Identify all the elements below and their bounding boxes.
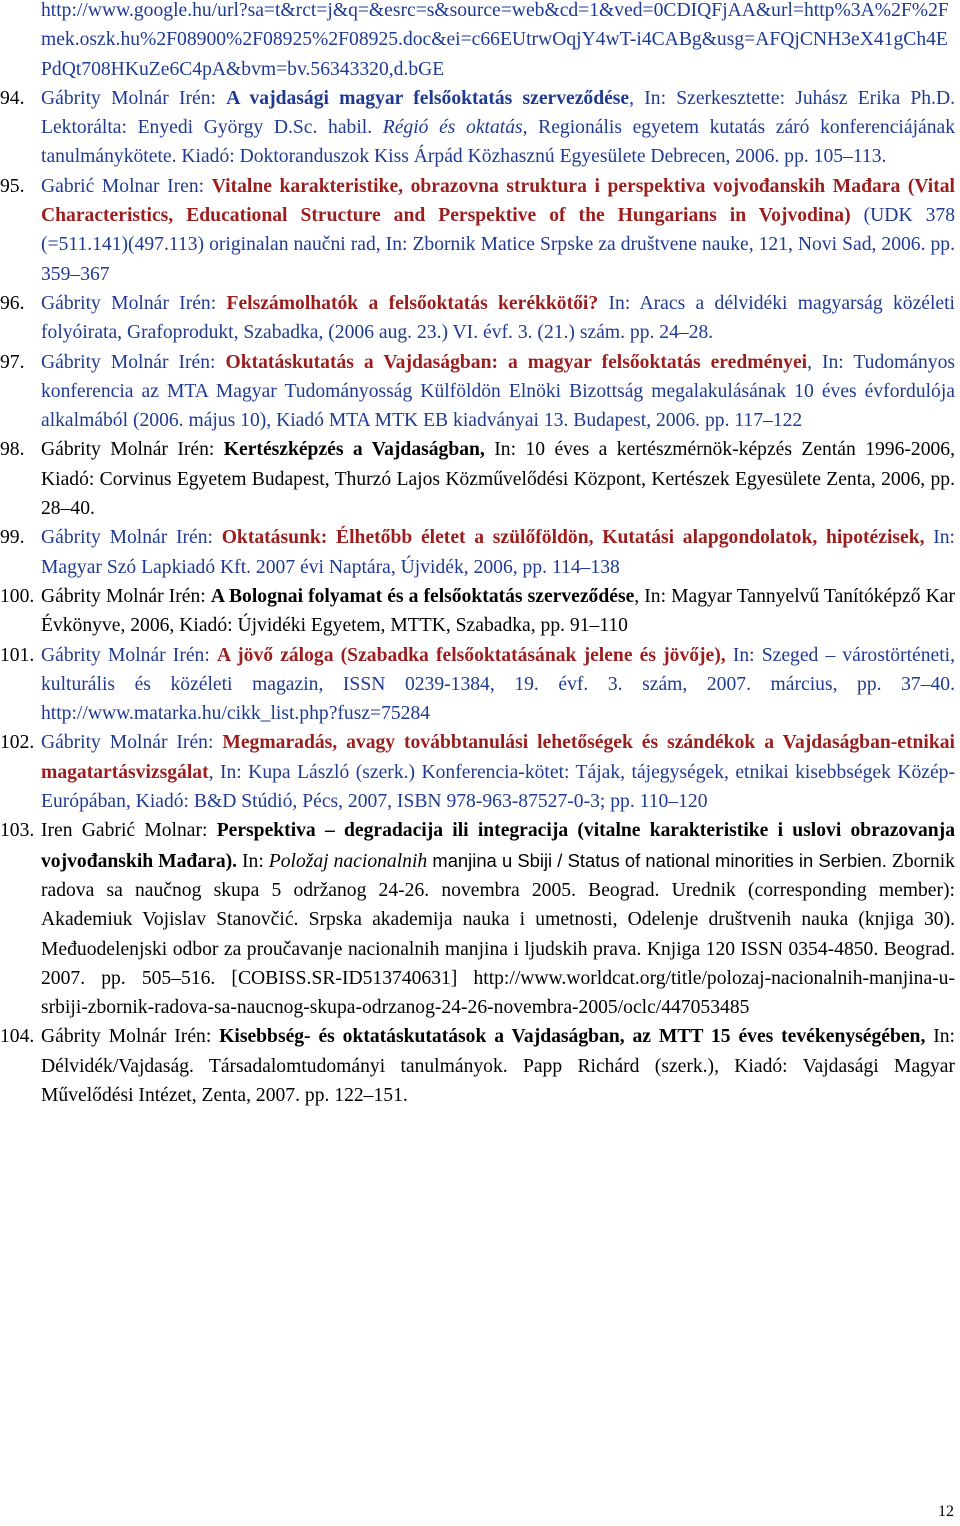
citation-details: , In: Magyar Tannyelvű Tanítóképző Kar Évkönyve, 2006, Kiadó: Újvidéki Egyetem, MTTK, Szabadka, pp. 91–110 <box>41 585 955 637</box>
item-number: 104. <box>0 1026 35 1048</box>
separator: : <box>210 87 227 109</box>
list-item <box>0 172 955 289</box>
item-number: 102. <box>0 732 35 754</box>
list-item <box>0 84 956 172</box>
citation-details: , In: Szerkesztette: Juhász Erika Ph.D. Lektorálta: Enyedi György D.Sc. habil. <box>41 87 956 139</box>
book-subtitle: manjina u Sbiji / Status of national minorities in Serbien. <box>427 849 887 871</box>
citation-details: Zbornik radova sa naučnog skupa 5 održanog 24-26. novembra 2005. Beograd. Urednik (corresponding member): Akademiuk Vojislav Stanovčić. Srpska akademija nauka i umetnosti, Odelenje društvenih nauka (knjiga 30). Međuodelenjski odbor za proučavanje nacionalnih manjina i ljudskih prava. Knjiga 120 ISSN 0354-4850. Beograd. 2007. pp. 505–516. [COBISS.SR-ID513740631] http://www.worldcat.org/title/polozaj-nacionalnih-manjina-u-srbiji-zbornik-radova-sa-naucnog-skupa-odrzanog-24-26-novembra-2005/oclc/447053485 <box>41 850 955 1019</box>
item-number: 96. <box>0 292 25 314</box>
citation-details: (UDK 378 (=511.141)(497.113) originalan naučni rad, In: Zbornik Matice Srpske za društvene nauke, 121, Novi Sad, 2006. pp. 359–367 <box>41 205 955 285</box>
author: Gábrity Molnár Irén: <box>41 439 224 461</box>
list-item <box>0 1022 955 1110</box>
list-item <box>0 582 955 641</box>
citation-details: , In: Tudományos konferencia az MTA Magyar Tudományosság Külföldön Elnöki Bizottság megalakulásának 10 éves évfordulója alkalmából (2006. május 10), Kiadó MTA MTK EB kiadványai 13. Budapest, 2006. pp. 117–122 <box>41 351 955 432</box>
citation-details: , Regionális egyetem kutatás záró konferenciájának tanulmánykötete. Kiadó: Doktoranduszok Kiss Árpád Közhasznú Egyesülete Debrecen, 2006. pp. 105–113. <box>41 117 955 168</box>
title: Kertészképzés a Vajdaságban, <box>223 439 485 461</box>
source-url[interactable]: http://www.google.hu/url?sa=t&rct=j&q=&esrc=s&source=web&cd=1&ved=0CDIQFjAA&url=http%3A%2F%2Fmek.oszk.hu%2F08900%2F08925%2F08925.doc&ei=c66EUtrwOqjY4wT-i4CABg&usg=AFQjCNH3eX41gCh4EPdQt708HKuZe6C4pA&bvm=bv.56343320,d.bGE <box>41 0 949 80</box>
author: Gábrity Molnár Irén: <box>41 644 217 666</box>
book-title: Položaj nacionalnih <box>268 850 428 872</box>
author: Gábrity Molnár Irén: <box>41 351 226 373</box>
item-number: 98. <box>0 439 25 461</box>
author: Iren Gabrić Molnar: <box>41 820 217 842</box>
item-number: 100. <box>0 585 35 607</box>
citation-details: , In: Kupa László (szerk.) Konferencia-kötet: Tájak, tájegységek, etnikai kisebbségek Közép-Európában, Kiadó: B&D Stúdió, Pécs, 2007, ISBN 978-963-87527-0-3; pp. 110–120 <box>41 761 955 813</box>
citation-details: In: Szeged – várostörténeti, kulturális és közéleti magazin, ISSN 0239-1384, 19. évf. 3. szám, 2007. március, pp. 37–40. http://www.matarka.hu/cikk_list.php?fusz=75284 <box>41 644 956 725</box>
item-number: 97. <box>0 351 25 373</box>
citation-details: In: Délvidék/Vajdaság. Társadalomtudományi tanulmányok. Papp Richárd (szerk.), Kiadó: Vajdasági Magyar Művelődési Intézet, Zenta, 2007. pp. 122–151. <box>41 1026 955 1106</box>
citation-details: In: 10 éves a kertészmérnök-képzés Zentán 1996-2006, Kiadó: Corvinus Egyetem Budapest, Thurzó Lajos Közművelődési Központ, Kertészek Egyesülete Zenta, 2006, pp. 28–40. <box>41 439 955 520</box>
title: A jövő záloga (Szabadka felsőoktatásának jelene és jövője), <box>216 644 726 666</box>
author: Gábrity Molnár Irén: <box>41 527 222 549</box>
title: Kisebbség- és oktatáskutatások a Vajdaságban, az MTT 15 éves tevékenységében, <box>219 1026 926 1048</box>
item-number: 103. <box>0 820 35 842</box>
author: Gábrity Molnár Irén: <box>41 585 211 607</box>
title: Vitalne karakteristike, obrazovna struktura i perspektiva vojvođanskih Mađara (Vital Characteristics, Educational Structure and Perspektive of the Hungarians in Vojvodina) <box>41 175 955 227</box>
author: Gábrity Molnár Irén <box>41 87 211 109</box>
item-number: 99. <box>0 527 25 549</box>
title: Felszámolhatók a felsőoktatás kerékkötői? <box>226 292 599 314</box>
citation-details: In: <box>237 850 269 872</box>
item-number: 101. <box>0 644 35 666</box>
list-item <box>0 289 955 348</box>
title: A vajdasági magyar felsőoktatás szerveződése <box>226 87 630 109</box>
citation-details: In: Aracs a délvidéki magyarság közéleti folyóirata, Grafoprodukt, Szabadka, (2006 aug. 23.) VI. évf. 3. (21.) szám. pp. 24–28. <box>41 292 955 344</box>
page-number: 12 <box>938 1503 954 1520</box>
list-item <box>0 641 956 729</box>
list-item <box>0 435 955 523</box>
title: Oktatáskutatás a Vajdaságban: a magyar felsőoktatás eredményei <box>225 351 808 373</box>
title: Perspektiva – degradacija ili integracija (vitalne karakteristike i uslovi obrazovanja vojvođanskih Mađara). <box>41 820 955 872</box>
title: Megmaradás, avagy továbbtanulási lehetőségek és szándékok a Vajdaságban-etnikai magatartásvizsgálat <box>41 732 955 783</box>
list-item <box>0 348 955 436</box>
item-number: 95. <box>0 175 25 197</box>
author: Gabrić Molnar Iren: <box>41 175 212 197</box>
list-item <box>0 728 955 816</box>
list-item <box>0 523 956 582</box>
author: Gábrity Molnár Irén: <box>41 292 227 314</box>
author: Gábrity Molnár Irén: <box>41 732 223 754</box>
title: Oktatásunk: Élhetőbb életet a szülőföldön, Kutatási alapgondolatok, hipotézisek, <box>221 527 925 549</box>
list-item <box>0 816 955 1022</box>
item-number: 94. <box>0 87 25 109</box>
author: Gábrity Molnár Irén: <box>41 1026 220 1048</box>
book-title: Régió és oktatás <box>382 117 523 139</box>
citation-details: In: Magyar Szó Lapkiadó Kft. 2007 évi Naptára, Újvidék, 2006, pp. 114–138 <box>41 527 956 578</box>
title: A Bolognai folyamat és a felsőoktatás szerveződése <box>210 585 635 607</box>
